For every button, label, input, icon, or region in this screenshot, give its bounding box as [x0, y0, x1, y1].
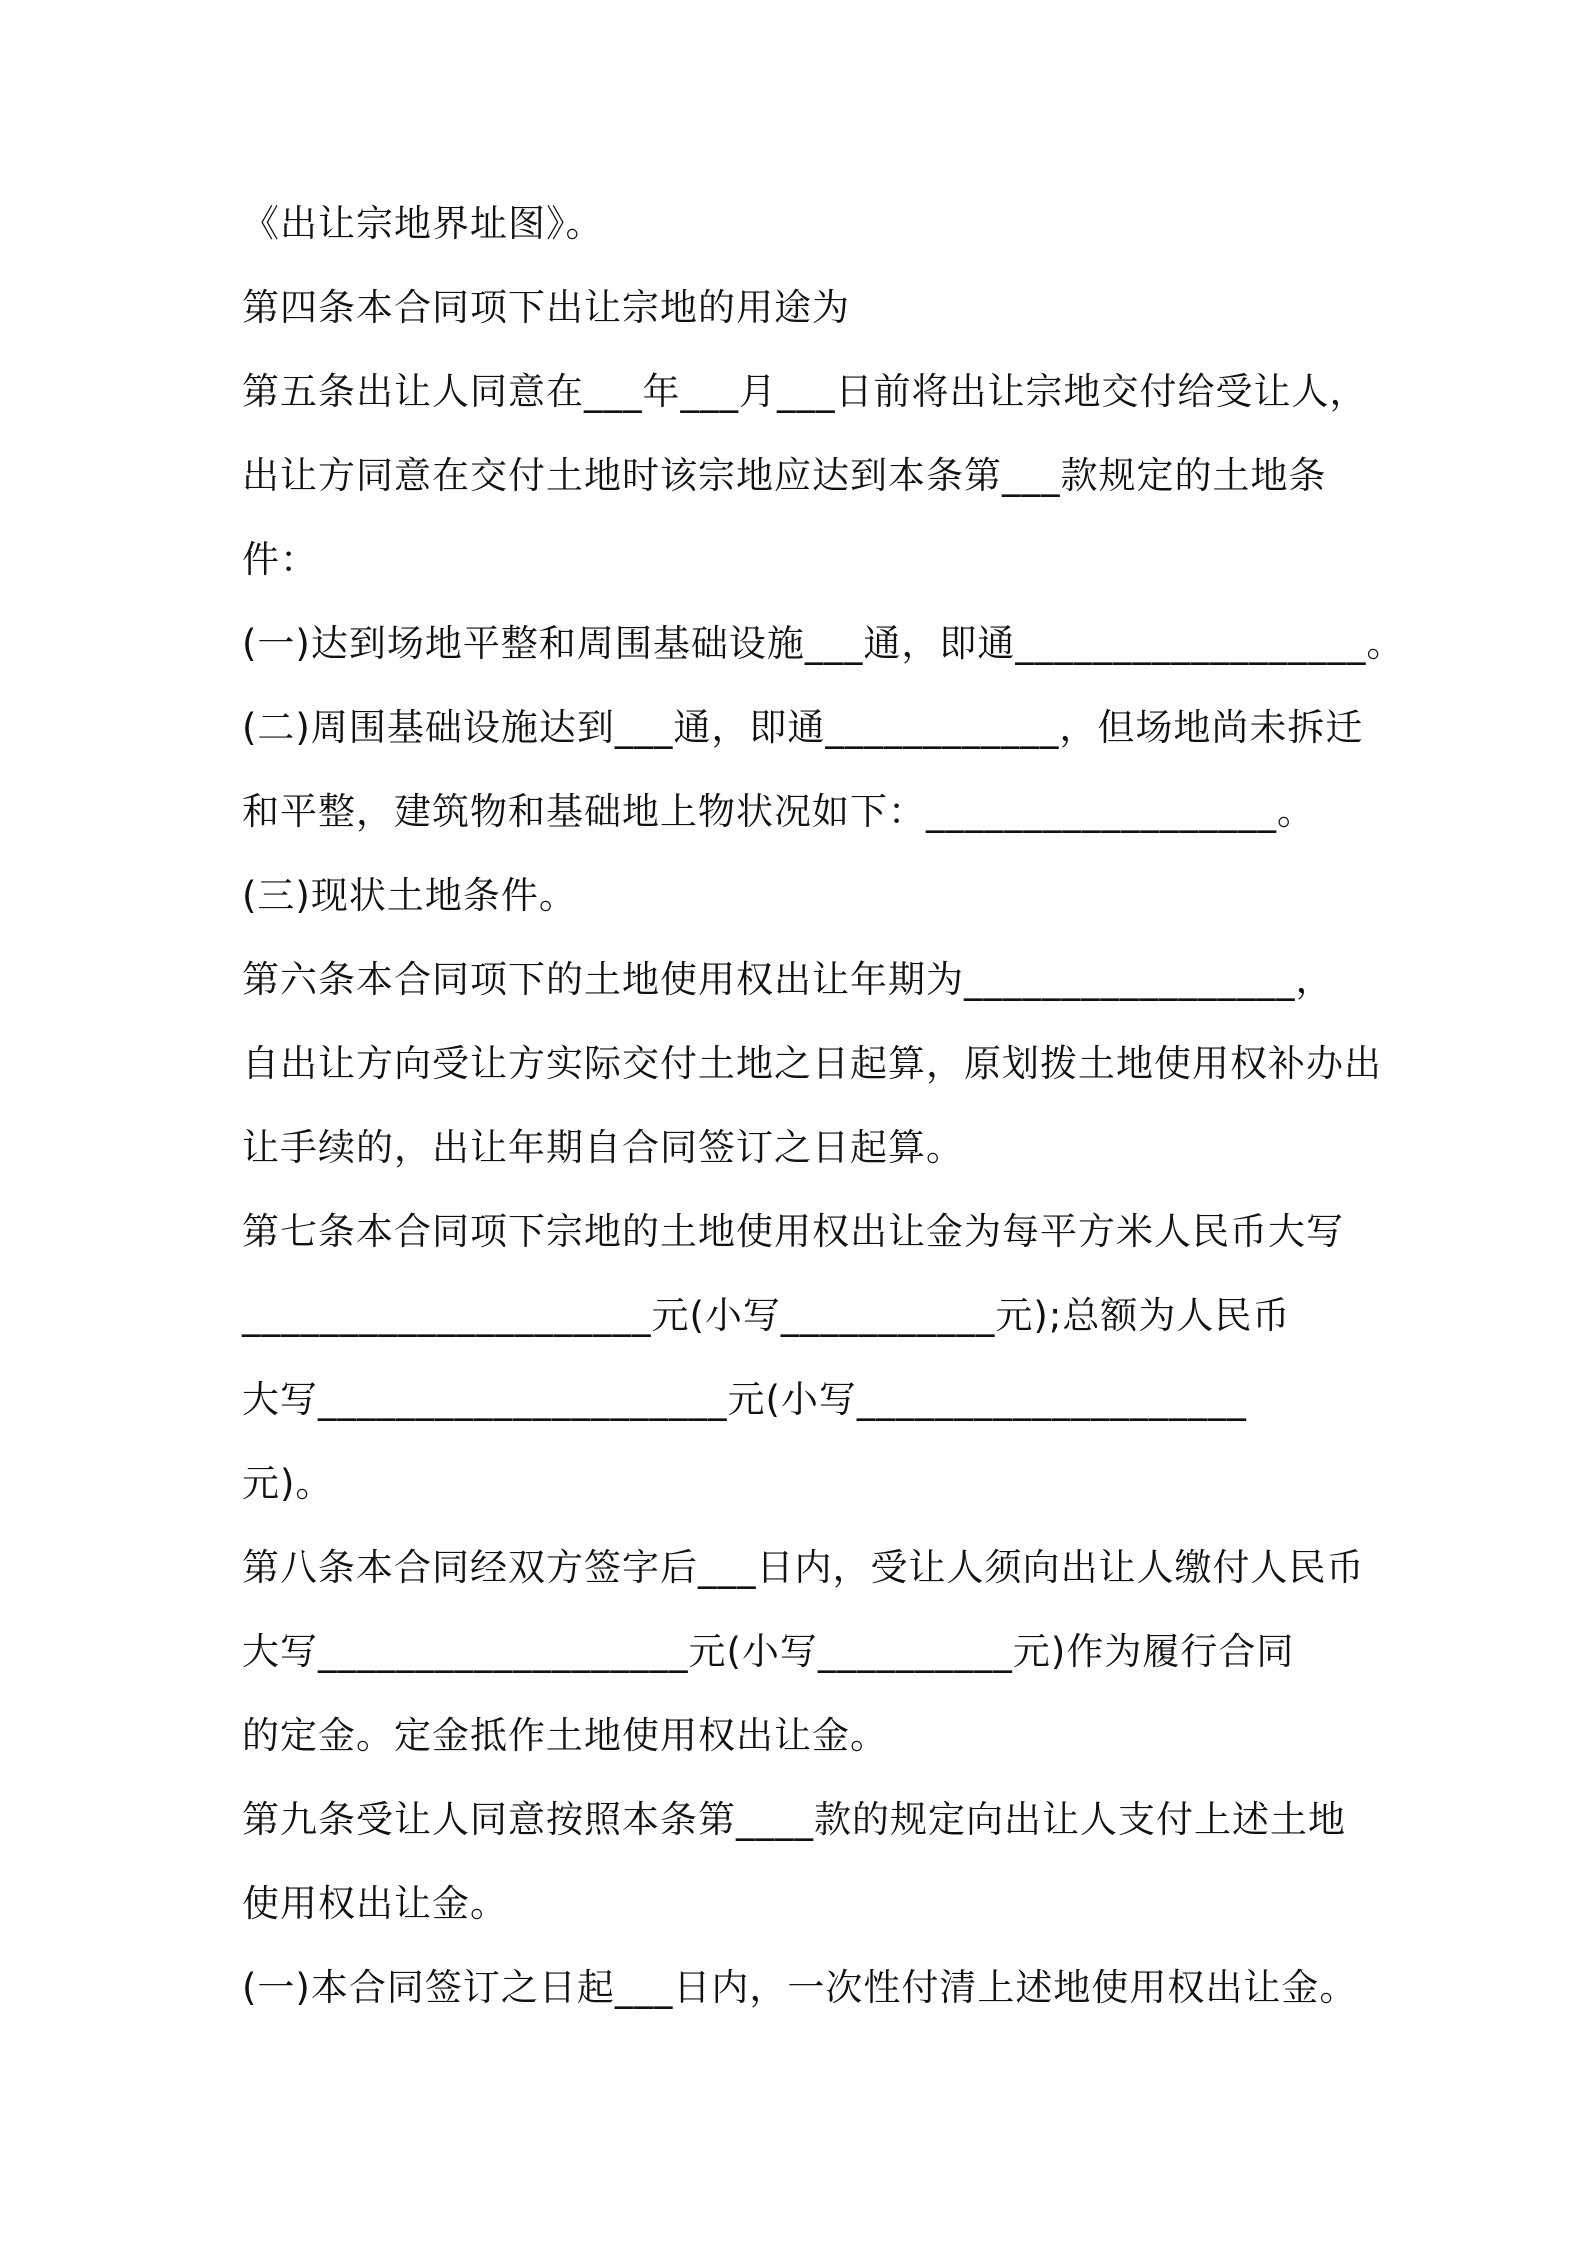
text-line-4: 出让方同意在交付土地时该宗地应达到本条第___款规定的土地条	[242, 454, 1327, 497]
text-line-6: (一)达到场地平整和周围基础设施___通，即通__________________。	[242, 622, 1405, 665]
text-line-17: 第八条本合同经双方签字后___日内，受让人须向出让人缴付人民币	[242, 1546, 1365, 1589]
text-line-13: 第七条本合同项下宗地的土地使用权出让金为每平方米人民币大写	[242, 1210, 1344, 1253]
text-line-12: 让手续的，出让年期自合同签订之日起算。	[242, 1126, 964, 1169]
text-line-16: 元)。	[242, 1462, 334, 1505]
text-line-20: 第九条受让人同意按照本条第____款的规定向出让人支付上述土地	[242, 1798, 1346, 1841]
text-line-3: 第五条出让人同意在___年___月___日前将出让宗地交付给受让人，	[242, 370, 1368, 413]
text-line-21: 使用权出让金。	[242, 1882, 508, 1925]
text-line-19: 的定金。定金抵作土地使用权出让金。	[242, 1714, 888, 1757]
text-line-8: 和平整，建筑物和基础地上物状况如下：__________________。	[242, 790, 1315, 833]
text-line-18: 大写___________________元(小写__________元)作为履行合同	[242, 1630, 1295, 1673]
text-line-22: (一)本合同签订之日起___日内，一次性付清上述地使用权出让金。	[242, 1966, 1358, 2009]
text-line-7: (二)周围基础设施达到___通，即通____________，但场地尚未拆迁	[242, 706, 1364, 749]
text-line-14: _____________________元(小写___________元);总额为人民币	[242, 1294, 1291, 1337]
text-line-10: 第六条本合同项下的土地使用权出让年期为_________________，	[242, 958, 1334, 1001]
text-line-9: (三)现状土地条件。	[242, 874, 577, 917]
text-line-11: 自出让方向受让方实际交付土地之日起算，原划拨土地使用权补办出	[242, 1042, 1382, 1085]
text-line-5: 件：	[242, 538, 318, 581]
text-line-2: 第四条本合同项下出让宗地的用途为	[242, 286, 850, 329]
text-line-15: 大写_____________________元(小写____________________	[242, 1378, 1247, 1421]
text-line-1: 《出让宗地界址图》。	[242, 202, 604, 245]
